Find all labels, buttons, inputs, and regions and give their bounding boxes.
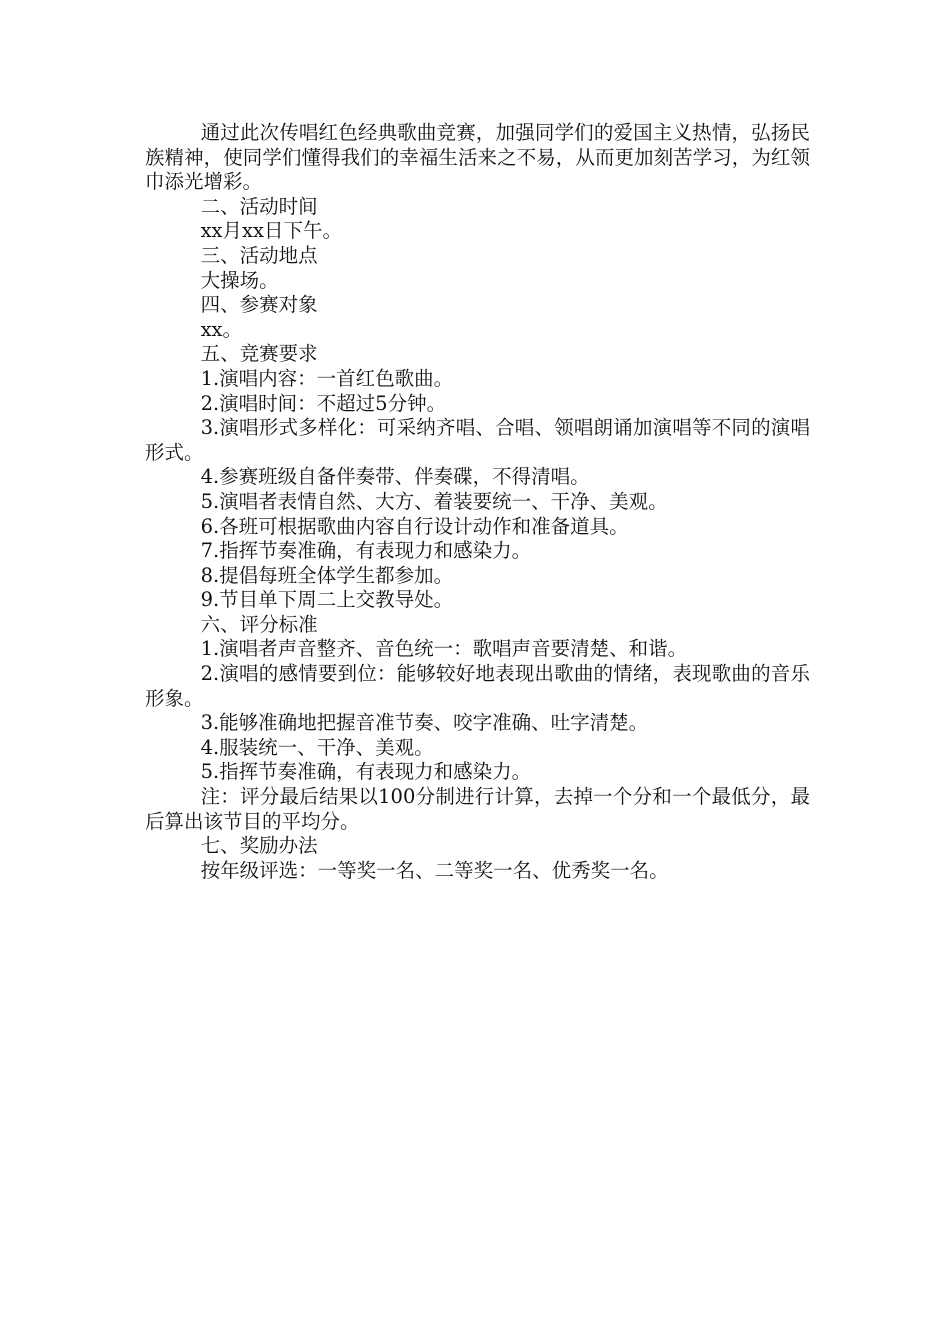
participants-value: xx。	[200, 317, 243, 341]
scoring-note: 注：评分最后结果以100分制进行计算，去掉一个分和一个最低分，最后算出该节目的平均分。	[145, 785, 810, 833]
awards-value: 按年级评选：一等奖一名、二等奖一名、优秀奖一名。	[200, 858, 669, 882]
scoring-item: 1.演唱者声音整齐、音色统一：歌唱声音要清楚、和谐。	[200, 637, 688, 661]
section-heading-awards: 七、奖励办法	[200, 834, 318, 858]
section-heading-location: 三、活动地点	[200, 243, 318, 267]
location-value: 大操场。	[200, 268, 279, 292]
document-body	[145, 121, 810, 883]
requirement-item: 1.演唱内容：一首红色歌曲。	[200, 366, 454, 390]
requirement-item: 5.演唱者表情自然、大方、着装要统一、干净、美观。	[200, 489, 668, 513]
requirement-item: 8.提倡每班全体学生都参加。	[200, 563, 454, 587]
intro-paragraph: 通过此次传唱红色经典歌曲竞赛，加强同学们的爱国主义热情，弘扬民族精神，使同学们懂得我们的幸福生活来之不易，从而更加刻苦学习，为红领巾添光增彩。	[145, 121, 810, 194]
time-value: xx月xx日下午。	[200, 219, 343, 243]
requirement-item: 6.各班可根据歌曲内容自行设计动作和准备道具。	[200, 514, 629, 538]
scoring-item: 5.指挥节奏准确，有表现力和感染力。	[200, 760, 532, 784]
requirement-item: 3.演唱形式多样化：可采纳齐唱、合唱、领唱朗诵加演唱等不同的演唱形式。	[145, 416, 810, 464]
requirement-item: 2.演唱时间：不超过5分钟。	[200, 391, 447, 415]
section-heading-requirements: 五、竞赛要求	[200, 342, 318, 366]
scoring-item: 4.服装统一、干净、美观。	[200, 735, 434, 759]
section-heading-time: 二、活动时间	[200, 194, 318, 218]
requirement-item: 4.参赛班级自备伴奏带、伴奏碟，不得清唱。	[200, 465, 590, 489]
scoring-item: 3.能够准确地把握音准节奏、咬字准确、吐字清楚。	[200, 711, 649, 735]
scoring-item: 2.演唱的感情要到位：能够较好地表现出歌曲的情绪，表现歌曲的音乐形象。	[145, 662, 810, 710]
requirement-item: 7.指挥节奏准确，有表现力和感染力。	[200, 539, 532, 563]
section-heading-scoring: 六、评分标准	[200, 612, 318, 636]
section-heading-participants: 四、参赛对象	[200, 293, 318, 317]
requirement-item: 9.节目单下周二上交教导处。	[200, 588, 454, 612]
